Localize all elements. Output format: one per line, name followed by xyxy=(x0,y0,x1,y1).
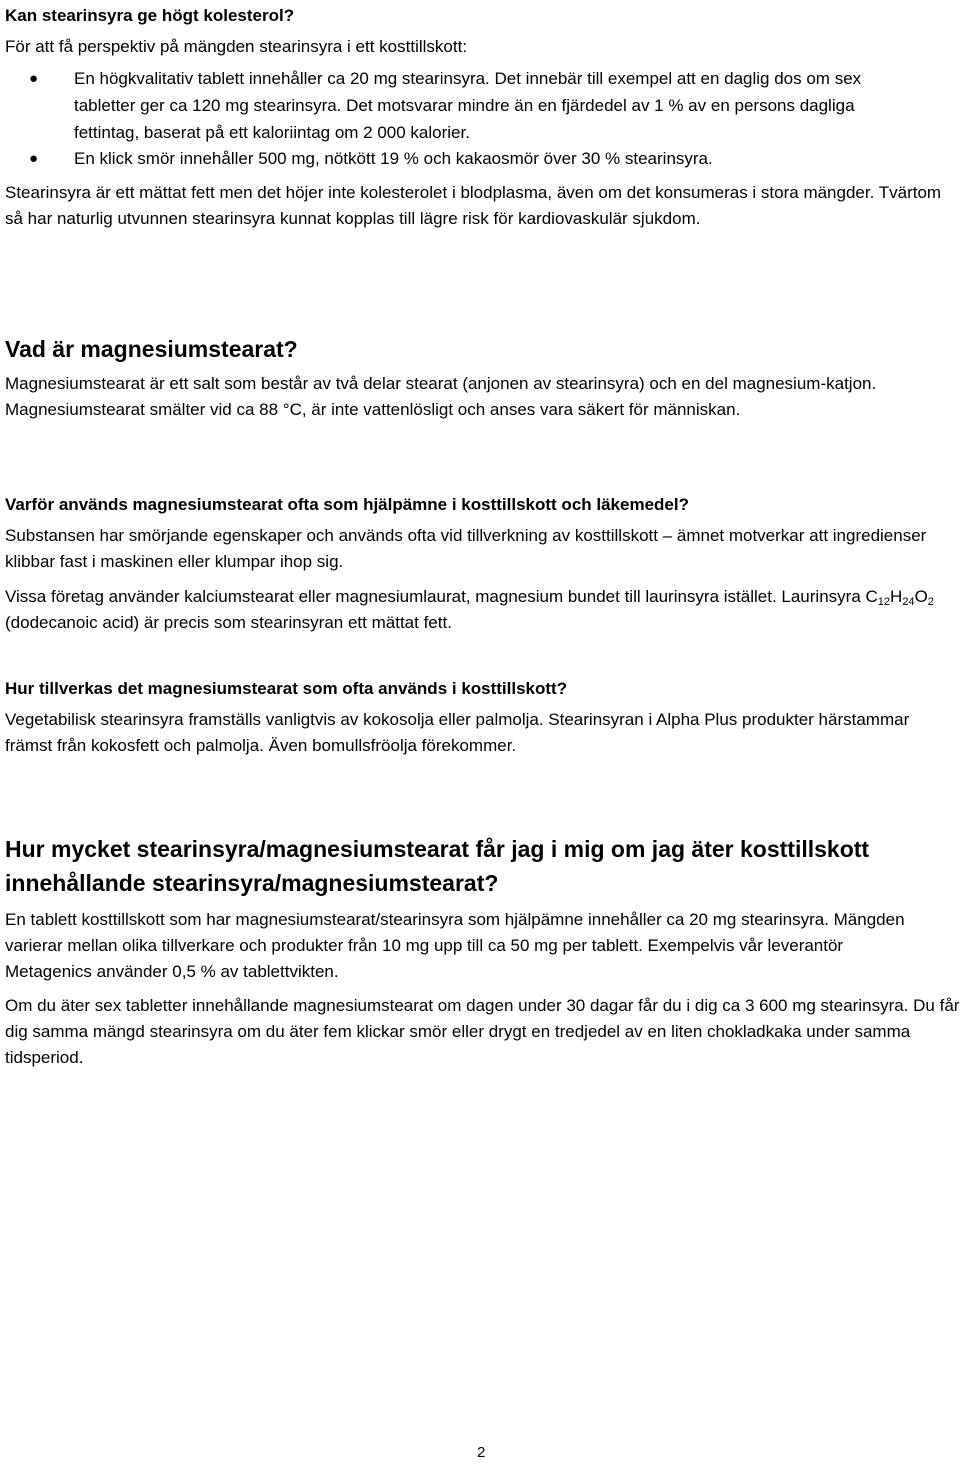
section-heading-how-made: Hur tillverkas det magnesiumstearat som ofta används i kosttillskott? xyxy=(5,679,568,698)
chemical-formula: $C_{12}H_{24}O_2$ xyxy=(865,587,934,608)
bullet-text: En klick smör innehåller 500 mg, nötkött 19 % och kakaosmör över 30 % stearinsyra. xyxy=(74,149,713,168)
bullet-list xyxy=(5,65,890,172)
paragraph: Substansen har smörjande egenskaper och används ofta vid tillverkning av kosttillskott – ämnet motverkar att ingredienser klibbar fast i maskinen eller klumpar ihop sig. xyxy=(5,526,927,571)
paragraph-with-formula xyxy=(5,584,960,636)
paragraph-text: Vissa företag använder kalciumstearat eller magnesiumlaurat, magnesium bundet till laurinsyra istället. Laurinsyra xyxy=(5,587,866,606)
section-heading-why-used: Varför används magnesiumstearat ofta som hjälpämne i kosttillskott och läkemedel? xyxy=(5,495,689,514)
paragraph: En tablett kosttillskott som har magnesiumstearat/stearinsyra som hjälpämne innehåller ca 20 mg stearinsyra. Mängden varierar mellan olika tillverkare och produkter från 10 mg upp till ca 50 mg per tablett. Exempelvis vår leverantör Metagenics använder 0,5 % av tablettvikten. xyxy=(5,910,905,981)
section-heading-stearic-acid-cholesterol: Kan stearinsyra ge högt kolesterol? xyxy=(5,6,295,25)
paragraph: Om du äter sex tabletter innehållande magnesiumstearat om dagen under 30 dagar får du i dig ca 3 600 mg stearinsyra. Du får dig samma mängd stearinsyra om du äter fem klickar smör eller drygt en tredjedel av en liten chokladkaka under samma tidsperiod. xyxy=(5,996,960,1067)
paragraph: Stearinsyra är ett mättat fett men det höjer inte kolesterolet i blodplasma, även om det konsumeras i stora mängder. Tvärtom så har naturlig utvunnen stearinsyra kunnat kopplas till lägre risk för kardiovaskulär sjukdom. xyxy=(5,183,942,228)
list-item xyxy=(5,65,890,146)
paragraph: Vegetabilisk stearinsyra framställs vanligtvis av kokosolja eller palmolja. Stearinsyran i Alpha Plus produkter härstammar främst från kokosfett och palmolja. Även bomullsfröolja förekommer. xyxy=(5,710,910,755)
section-heading-how-much: Hur mycket stearinsyra/magnesiumstearat får jag i mig om jag äter kosttillskott innehållande stearinsyra/magnesiumstearat? xyxy=(5,836,870,896)
section-heading-magnesium-stearate: Vad är magnesiumstearat? xyxy=(5,336,298,362)
bullet-text: En högkvalitativ tablett innehåller ca 20 mg stearinsyra. Det innebär till exempel att en daglig dos om sex tabletter ger ca 120 mg stearinsyra. Det motsvarar mindre än en fjärdedel av 1 % av en persons dagliga fettintag, baserat på ett kaloriintag om 2 000 kalorier. xyxy=(74,69,862,142)
bullet-icon: ● xyxy=(29,70,39,87)
intro-text: För att få perspektiv på mängden stearinsyra i ett kosttillskott: xyxy=(5,37,468,56)
page-number: 2 xyxy=(477,1444,486,1461)
bullet-icon: ● xyxy=(29,150,39,167)
list-item xyxy=(5,146,890,172)
paragraph-text: (dodecanoic acid) är precis som stearinsyran ett mättat fett. xyxy=(5,613,452,632)
paragraph: Magnesiumstearat är ett salt som består av två delar stearat (anjonen av stearinsyra) och en del magnesium-katjon. Magnesiumstearat smälter vid ca 88 °C, är inte vattenlösligt och anses vara säkert för människan. xyxy=(5,374,877,419)
